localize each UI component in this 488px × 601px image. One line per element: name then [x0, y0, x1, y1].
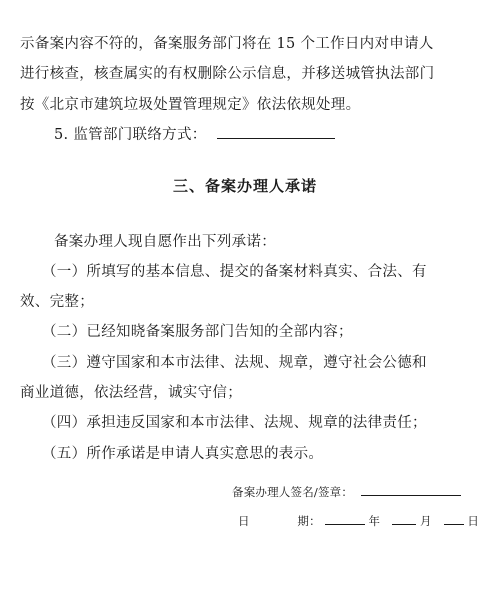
contact-blank-line[interactable] — [217, 124, 335, 139]
signature-field — [232, 482, 461, 502]
paragraph-line: 示备案内容不符的，备案服务部门将在 15 个工作日内对申请人 — [20, 36, 434, 52]
year-label: 年 — [368, 514, 381, 528]
signature-blank-line[interactable] — [361, 484, 461, 496]
promise-item: （一）所填写的基本信息、提交的备案材料真实、合法、有 — [42, 264, 427, 280]
contact-label: 5. 监管部门联络方式： — [54, 127, 207, 143]
promise-item: 效、完整； — [20, 294, 94, 310]
paragraph-line: 进行核查，核查属实的有权删除公示信息，并移送城管执法部门 — [20, 66, 435, 82]
date-label-char-2: 期： — [297, 514, 321, 528]
promise-item: （五）所作承诺是申请人真实意思的表示。 — [42, 446, 324, 462]
month-label: 月 — [419, 514, 432, 528]
section-title: 三、备案办理人承诺 — [173, 177, 318, 195]
promise-intro: 备案办理人现自愿作出下列承诺： — [54, 234, 276, 250]
date-field — [238, 511, 479, 531]
signature-label: 备案办理人签名/签章： — [232, 485, 354, 499]
promise-item: （二）已经知晓备案服务部门告知的全部内容； — [42, 324, 353, 340]
day-blank-line[interactable] — [444, 513, 464, 525]
promise-item: （四）承担违反国家和本市法律、法规、规章的法律责任； — [42, 415, 427, 431]
year-blank-line[interactable] — [325, 513, 365, 525]
promise-item: （三）遵守国家和本市法律、法规、规章，遵守社会公德和 — [42, 355, 427, 371]
paragraph-line: 按《北京市建筑垃圾处置管理规定》依法依规处理。 — [20, 97, 361, 113]
day-label: 日 — [467, 514, 480, 528]
month-blank-line[interactable] — [392, 513, 416, 525]
promise-item: 商业道德，依法经营，诚实守信； — [20, 385, 242, 401]
date-label-char-1: 日 — [238, 514, 250, 528]
contact-field — [54, 124, 335, 145]
